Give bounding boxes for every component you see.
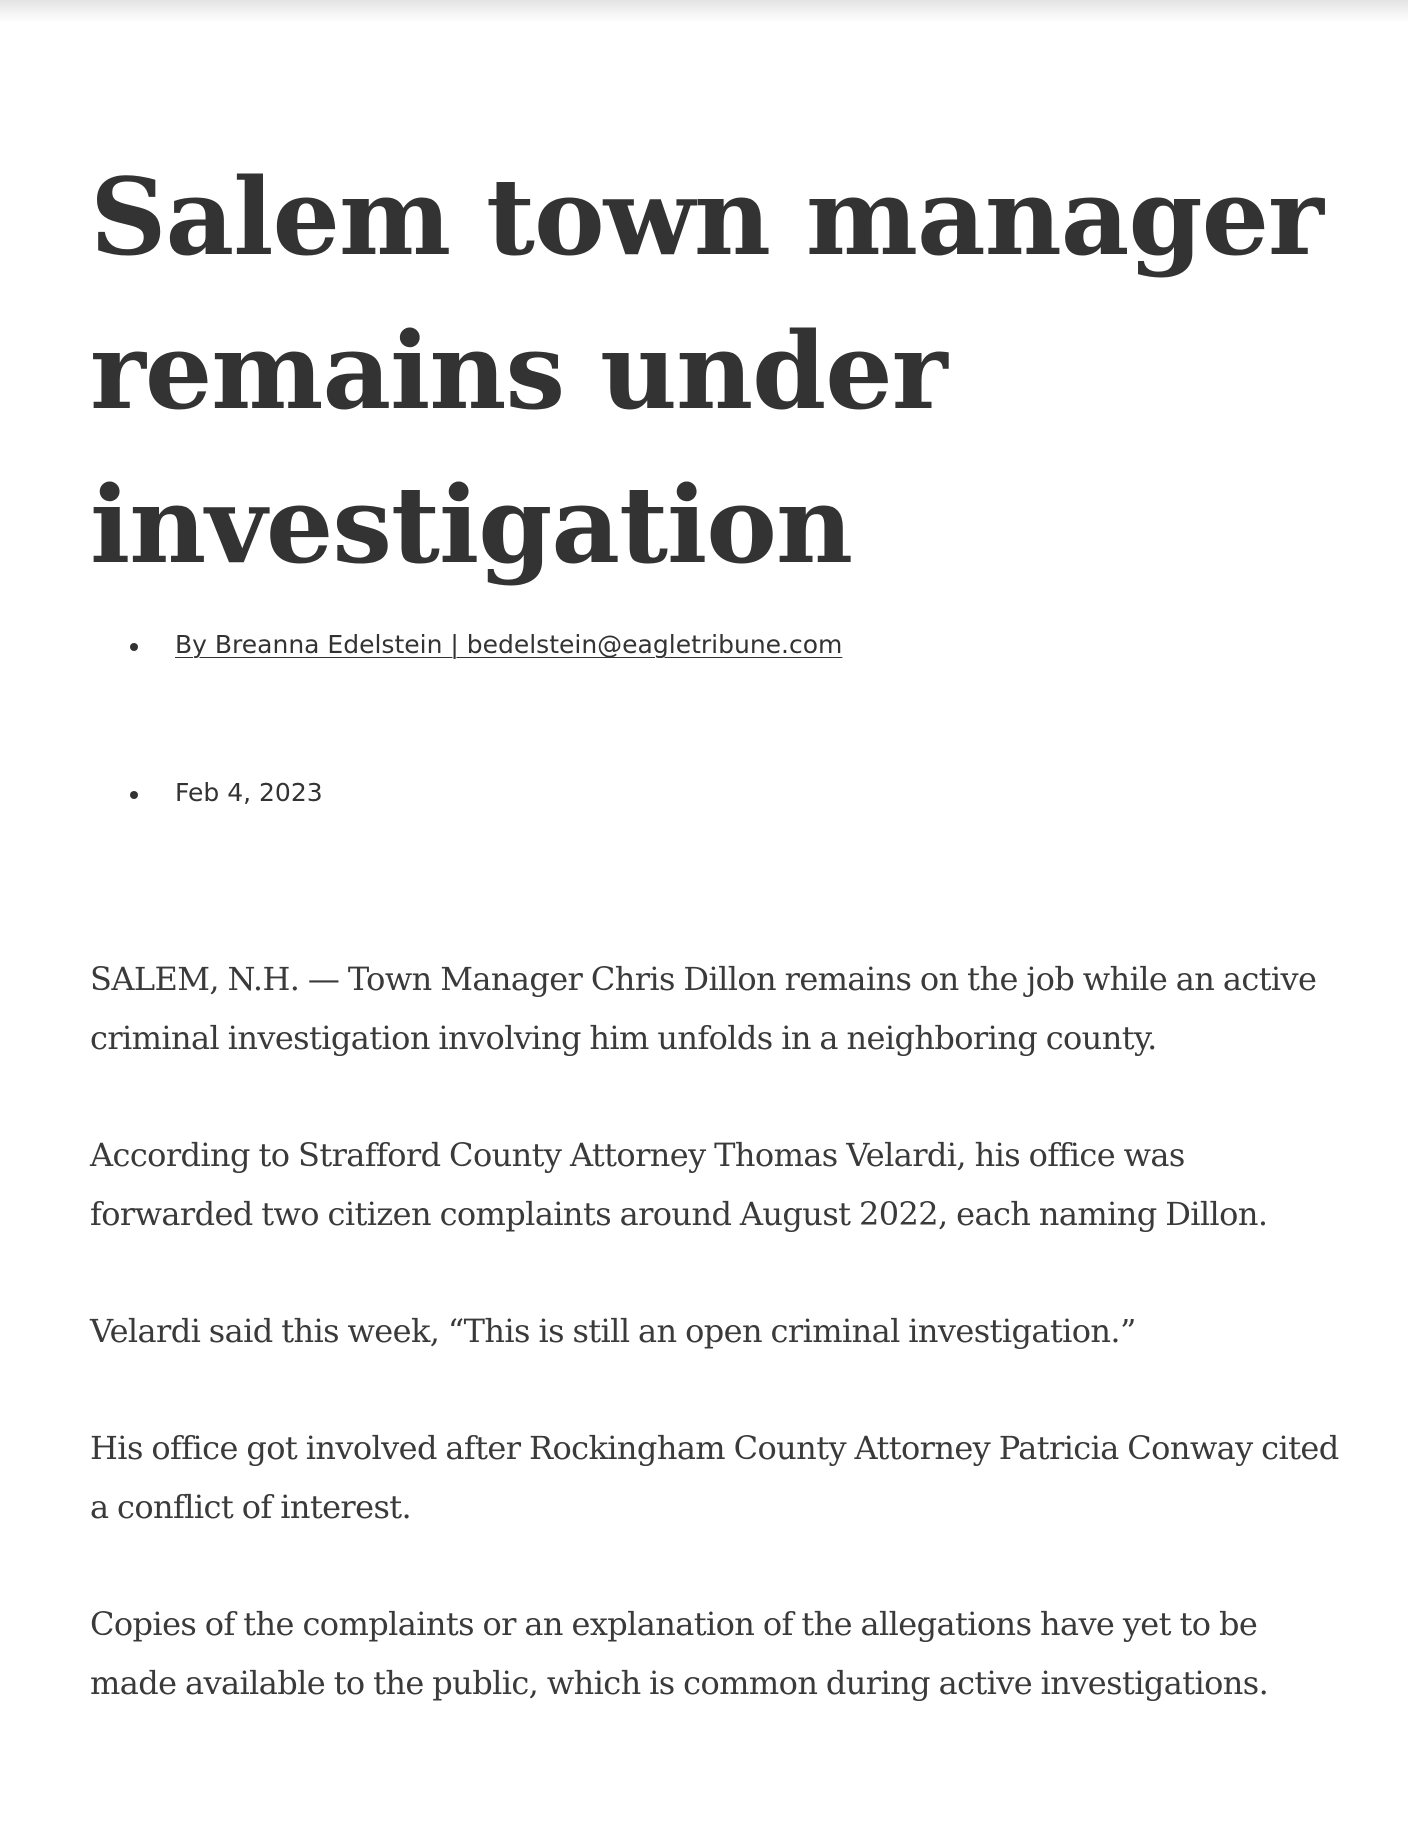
date-item xyxy=(90,776,1290,810)
date-list xyxy=(90,776,1290,810)
byline-list xyxy=(90,628,1290,662)
bullet-icon xyxy=(130,791,138,799)
article-paragraph: Velardi said this week, “This is still an open criminal investigation.” xyxy=(90,1312,1136,1350)
publish-date: Feb 4, 2023 xyxy=(175,778,323,807)
byline-item xyxy=(90,628,1290,662)
article-paragraph: His office got involved after Rockingham County Attorney Patricia Conway cited a conflict of interest. xyxy=(90,1429,1339,1526)
article-paragraph: SALEM, N.H. — Town Manager Chris Dillon remains on the job while an active criminal investigation involving him unfolds in a neighboring county. xyxy=(90,960,1317,1057)
top-bar-shadow xyxy=(0,0,1408,24)
article-headline: Salem town manager remains under investigation xyxy=(90,154,1323,587)
article-paragraph: According to Strafford County Attorney Thomas Velardi, his office was forwarded two citizen complaints around August 2022, each naming Dillon. xyxy=(90,1136,1268,1233)
article-body xyxy=(90,950,1350,1771)
bullet-icon xyxy=(130,643,138,651)
article-paragraph: Copies of the complaints or an explanation of the allegations have yet to be made available to the public, which is common during active investigations. xyxy=(90,1605,1269,1702)
author-link[interactable]: By Breanna Edelstein | bedelstein@eagletribune.com xyxy=(175,630,843,659)
